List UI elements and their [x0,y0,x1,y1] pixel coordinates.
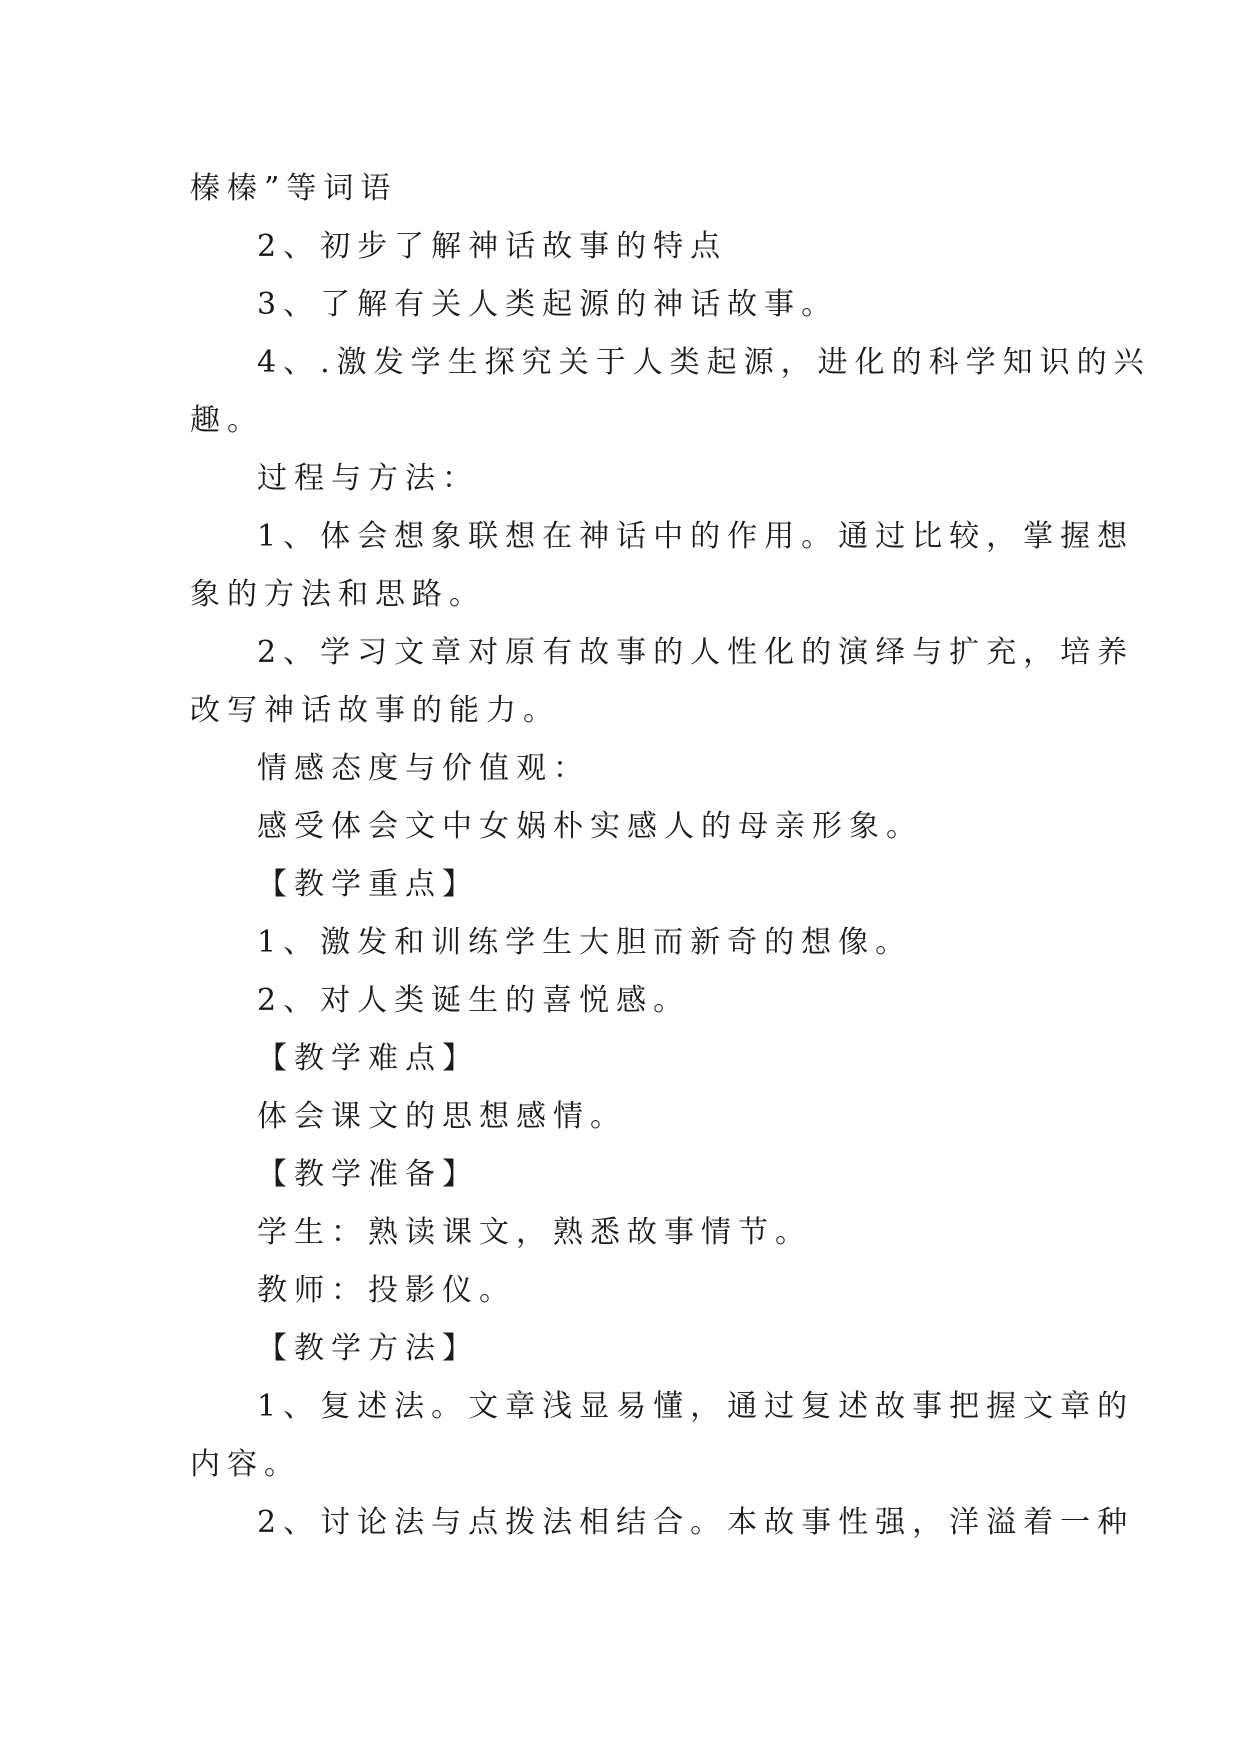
text-line: 2、讨论法与点拨法相结合。本故事性强，洋溢着一种 [257,1505,1135,1540]
text-line: 情感态度与价值观： [257,751,590,786]
text-line: 榛榛”等词语 [190,171,398,206]
text-line: 2、学习文章对原有故事的人性化的演绎与扩充，培养 [257,635,1135,670]
text-line: 1、体会想象联想在神话中的作用。通过比较，掌握想 [257,519,1135,554]
text-line: 教师：投影仪。 [257,1273,516,1308]
text-line: 4、.激发学生探究关于人类起源，进化的科学知识的兴 [257,345,1151,380]
text-line: 学生：熟读课文，熟悉故事情节。 [257,1215,812,1250]
text-line: 2、初步了解神话故事的特点 [257,229,728,264]
document-body [190,160,1151,1552]
text-line: 2、对人类诞生的喜悦感。 [257,983,691,1018]
text-line: 体会课文的思想感情。 [257,1099,627,1134]
text-line: 象的方法和思路。 [190,577,486,612]
text-line: 1、激发和训练学生大胆而新奇的想像。 [257,925,913,960]
text-line: 【教学难点】 [257,1041,479,1076]
text-line: 3、了解有关人类起源的神话故事。 [257,287,839,322]
text-line: 趣。 [190,403,264,438]
text-line: 【教学准备】 [257,1157,479,1192]
text-line: 过程与方法： [257,461,479,496]
text-line: 感受体会文中女娲朴实感人的母亲形象。 [257,809,923,844]
text-line: 【教学方法】 [257,1331,479,1366]
text-line: 【教学重点】 [257,867,479,902]
text-line: 改写神话故事的能力。 [190,693,560,728]
text-line: 内容。 [190,1447,301,1482]
text-line: 1、复述法。文章浅显易懂，通过复述故事把握文章的 [257,1389,1135,1424]
